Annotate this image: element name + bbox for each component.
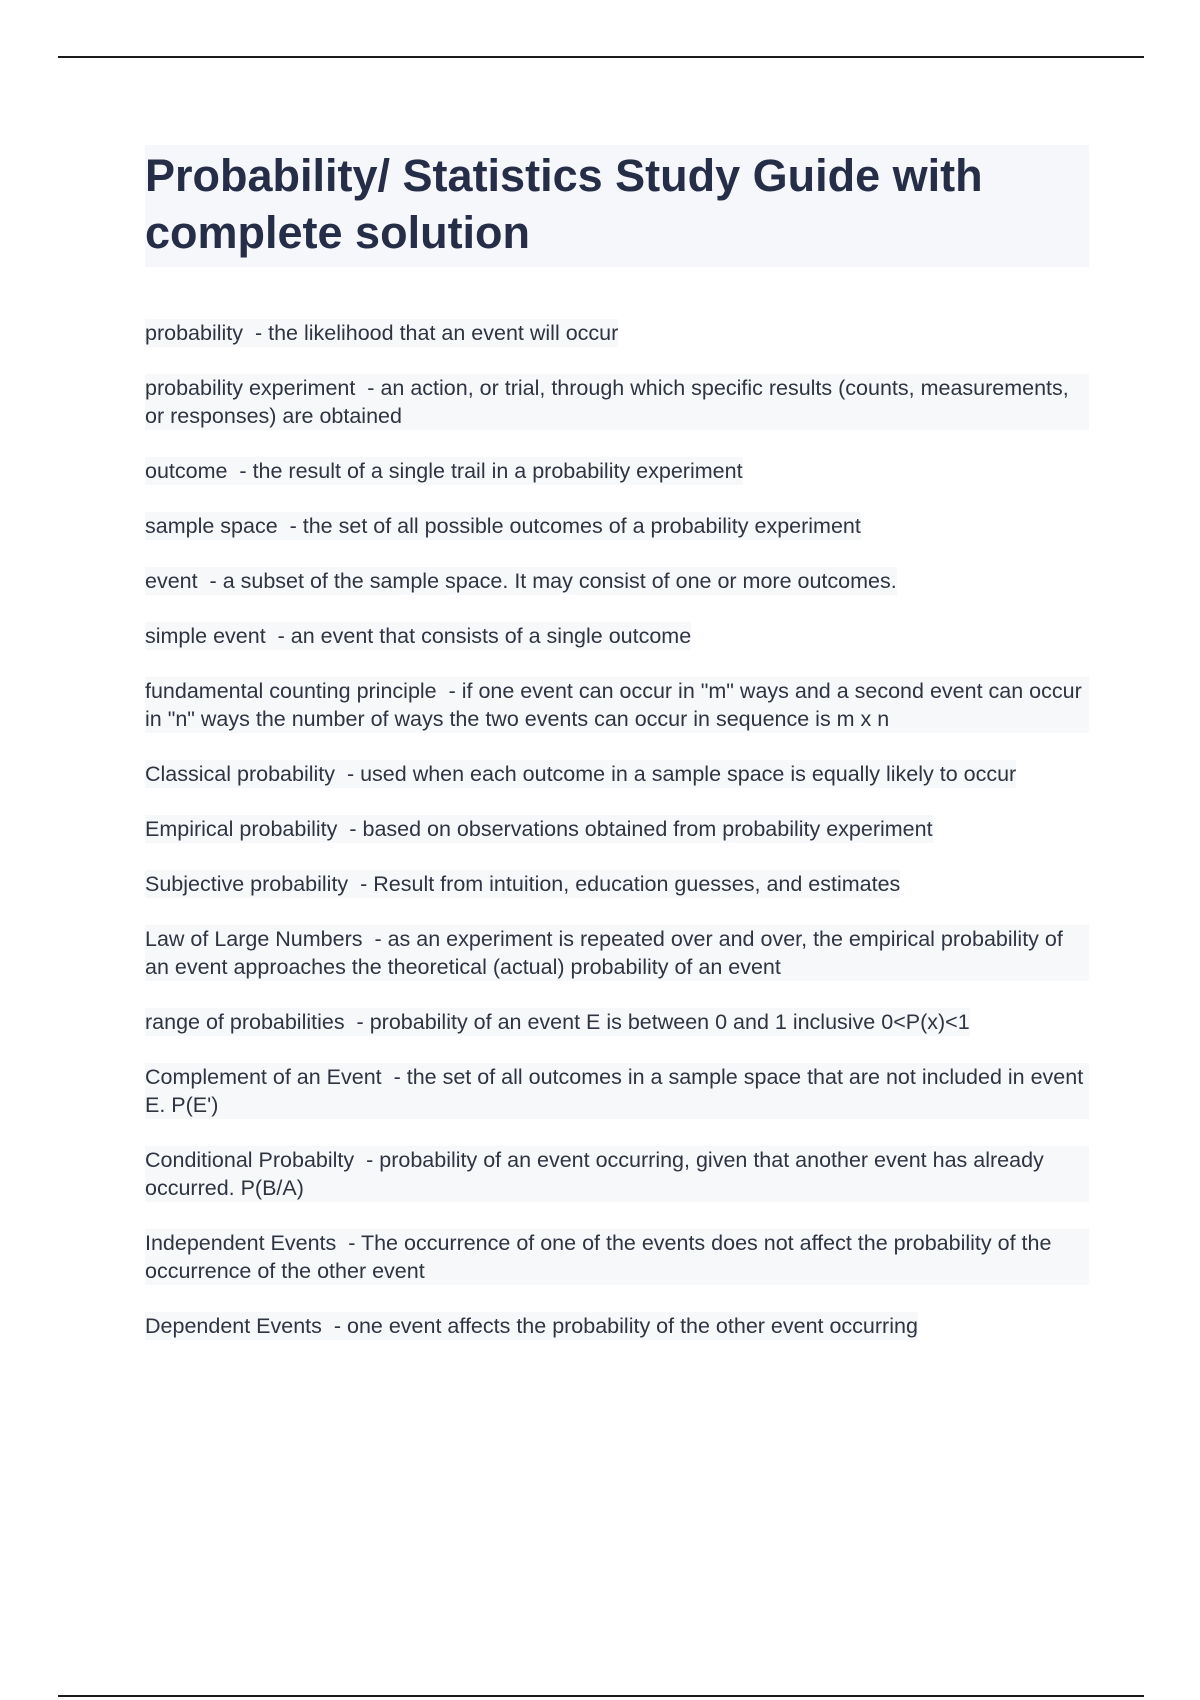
entry-definition: Result from intuition, education guesses, and estimates xyxy=(373,872,901,896)
entry-definition: as an experiment is repeated over and over, the empirical probability of an event approaches the theoretical (actual) probability of an event xyxy=(145,927,1063,979)
entry-term: Complement of an Event xyxy=(145,1065,382,1089)
entry-conditional-probability: Conditional Probabilty - probability of an event occurring, given that another event has already occurred. P(B/A) xyxy=(145,1146,1089,1202)
entry-law-of-large-numbers: Law of Large Numbers - as an experiment is repeated over and over, the empirical probability of an event approaches the theoretical (actual) probability of an event xyxy=(145,925,1089,981)
entry-term: range of probabilities xyxy=(145,1010,345,1034)
entry-term: Subjective probability xyxy=(145,872,349,896)
entry-term: Empirical probability xyxy=(145,817,338,841)
entry-term: event xyxy=(145,569,198,593)
entry-term: Independent Events xyxy=(145,1231,337,1255)
entry-term: Classical probability xyxy=(145,762,335,786)
entry-list xyxy=(145,319,1089,1367)
entry-definition: based on observations obtained from probability experiment xyxy=(362,817,933,841)
entry-term: Law of Large Numbers xyxy=(145,927,363,951)
entry-empirical-probability: Empirical probability - based on observations obtained from probability experiment xyxy=(145,817,933,841)
entry-term: probability experiment xyxy=(145,376,356,400)
document-title: Probability/ Statistics Study Guide with complete solution xyxy=(145,150,983,258)
entry-definition: an event that consists of a single outcome xyxy=(290,624,692,648)
entry-definition: if one event can occur in "m" ways and a second event can occur in "n" ways the number of ways the two events can occur in sequence is m x n xyxy=(145,679,1082,731)
entry-classical-probability: Classical probability - used when each outcome in a sample space is equally likely to occur xyxy=(145,762,1017,786)
title-block xyxy=(145,145,1089,267)
bottom-rule xyxy=(58,1695,1144,1697)
entry-definition: a subset of the sample space. It may consist of one or more outcomes. xyxy=(222,569,897,593)
entry-event: event - a subset of the sample space. It may consist of one or more outcomes. xyxy=(145,569,897,593)
entry-complement-of-an-event: Complement of an Event - the set of all outcomes in a sample space that are not included in event E. P(E') xyxy=(145,1063,1089,1119)
entry-definition: the set of all outcomes in a sample space that are not included in event E. P(E') xyxy=(145,1065,1084,1117)
entry-definition: probability of an event occurring, given that another event has already occurred. P(B/A) xyxy=(145,1148,1044,1200)
entry-term: simple event xyxy=(145,624,266,648)
entry-term: outcome xyxy=(145,459,228,483)
top-rule xyxy=(58,56,1144,58)
entry-term: Conditional Probabilty xyxy=(145,1148,355,1172)
entry-definition: one event affects the probability of the other event occurring xyxy=(347,1314,918,1338)
entry-probability: probability - the likelihood that an event will occur xyxy=(145,321,619,345)
entry-definition: an action, or trial, through which specific results (counts, measurements, or responses) are obtained xyxy=(145,376,1069,428)
entry-definition: the result of a single trail in a probability experiment xyxy=(252,459,743,483)
entry-simple-event: simple event - an event that consists of a single outcome xyxy=(145,624,692,648)
entry-outcome: outcome - the result of a single trail in a probability experiment xyxy=(145,459,743,483)
entry-probability-experiment: probability experiment - an action, or trial, through which specific results (counts, measurements, or responses) are obtained xyxy=(145,374,1089,430)
entry-definition: The occurrence of one of the events does not affect the probability of the occurrence of the other event xyxy=(145,1231,1052,1283)
entry-term: sample space xyxy=(145,514,278,538)
entry-sample-space: sample space - the set of all possible outcomes of a probability experiment xyxy=(145,514,861,538)
entry-subjective-probability: Subjective probability - Result from intuition, education guesses, and estimates xyxy=(145,872,901,896)
entry-term: fundamental counting principle xyxy=(145,679,437,703)
entry-definition: the set of all possible outcomes of a probability experiment xyxy=(302,514,861,538)
entry-dependent-events: Dependent Events - one event affects the probability of the other event occurring xyxy=(145,1314,918,1338)
entry-term: Dependent Events xyxy=(145,1314,322,1338)
entry-definition: probability of an event E is between 0 and 1 inclusive 0<P(x)<1 xyxy=(369,1010,970,1034)
entry-range-of-probabilities: range of probabilities - probability of an event E is between 0 and 1 inclusive 0<P(x)<1 xyxy=(145,1010,970,1034)
entry-definition: used when each outcome in a sample space is equally likely to occur xyxy=(360,762,1017,786)
entry-definition: the likelihood that an event will occur xyxy=(268,321,619,345)
entry-term: probability xyxy=(145,321,243,345)
entry-independent-events: Independent Events - The occurrence of one of the events does not affect the probability of the occurrence of the other event xyxy=(145,1229,1089,1285)
entry-fundamental-counting-principle: fundamental counting principle - if one event can occur in "m" ways and a second event can occur in "n" ways the number of ways the two events can occur in sequence is m x n xyxy=(145,677,1089,733)
document-content xyxy=(145,145,1089,1367)
